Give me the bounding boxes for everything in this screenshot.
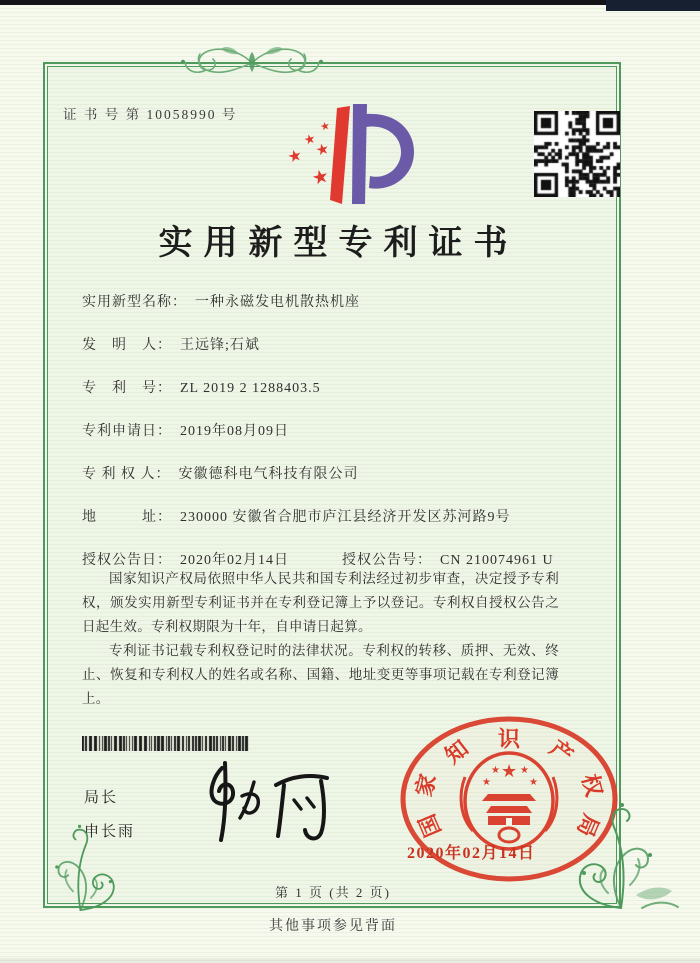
signer-name: 申长雨 xyxy=(84,823,136,840)
seal-char: 国 xyxy=(414,810,446,841)
border-flourish-top-icon xyxy=(177,40,327,82)
barcode-icon xyxy=(82,736,250,751)
page-number: 第 1 页 (共 2 页) xyxy=(275,885,391,900)
field-label: 专 利 号： xyxy=(82,381,172,396)
field-label: 授权公告号： xyxy=(342,553,432,568)
seal-char: 权 xyxy=(577,771,608,800)
field-value: 230000 安徽省合肥市庐江县经济开发区苏河路9号 xyxy=(180,510,511,525)
field-row-patent-number xyxy=(82,380,612,398)
seal-char: 家 xyxy=(410,771,441,800)
field-row-name xyxy=(82,294,612,312)
handwritten-signature-icon xyxy=(192,758,344,850)
seal-char: 识 xyxy=(497,726,521,752)
svg-text:★: ★ xyxy=(302,130,318,148)
qr-code-icon xyxy=(534,111,620,197)
field-label: 地 址： xyxy=(82,510,172,525)
field-label: 专利申请日： xyxy=(82,424,172,439)
field-row-patentee xyxy=(82,466,612,484)
cnipa-logo-icon xyxy=(280,100,416,208)
scan-edge-bottom xyxy=(0,958,700,963)
border-flourish-bottom-right-icon xyxy=(550,763,688,915)
logo-red-wedge xyxy=(330,106,350,204)
field-value: 2019年08月09日 xyxy=(180,424,289,439)
field-value: 2020年02月14日 xyxy=(180,553,289,568)
legal-paragraph-2: 专利证书记载专利权登记时的法律状况。专利权的转移、质押、无效、终止、恢复和专利权人的姓名或名称、国籍、地址变更等事项记载在专利登记簿上。 xyxy=(82,643,559,706)
seal-char: 产 xyxy=(545,735,578,769)
svg-text:★: ★ xyxy=(529,777,538,788)
field-row-inventor xyxy=(82,337,612,355)
seal-char: 知 xyxy=(440,735,473,769)
seal-char: 局 xyxy=(572,810,604,841)
seal-date: 2020年02月14日 xyxy=(407,845,536,862)
field-label: 实用新型名称： xyxy=(82,295,187,310)
field-value: ZL 2019 2 1288403.5 xyxy=(180,381,321,396)
svg-text:★: ★ xyxy=(520,765,529,776)
svg-text:★: ★ xyxy=(491,765,500,776)
field-row-filing-date xyxy=(82,423,612,441)
field-value: CN 210074961 U xyxy=(440,553,554,568)
scan-edge-top-right xyxy=(606,0,700,11)
border-flourish-bottom-left-icon xyxy=(26,792,138,916)
certificate-number: 证 书 号 第 10058990 号 xyxy=(63,107,238,122)
back-side-note: 其他事项参见背面 xyxy=(269,919,397,934)
document-title: 实用新型专利证书 xyxy=(158,225,519,262)
svg-text:★: ★ xyxy=(482,777,491,788)
scan-edge-top xyxy=(0,0,700,5)
field-value: 王远锋;石斌 xyxy=(180,338,260,353)
logo-p-bowl xyxy=(366,114,414,189)
logo-stars xyxy=(286,120,332,190)
legal-paragraph-1: 国家知识产权局依照中华人民共和国专利法经过初步审查，决定授予专利权，颁发实用新型专利证书并在专利登记簿上予以登记。专利权自授权公告之日起生效。专利权期限为十年，自申请日起算。 xyxy=(82,571,559,634)
svg-text:★: ★ xyxy=(314,140,332,160)
field-value: 安徽德科电气科技有限公司 xyxy=(178,467,359,482)
svg-text:★: ★ xyxy=(285,146,304,167)
svg-text:★: ★ xyxy=(501,761,518,781)
logo-purple-bar xyxy=(352,104,367,204)
svg-text:★: ★ xyxy=(318,119,332,134)
field-value: 一种永磁发电机散热机座 xyxy=(195,295,360,310)
field-label: 授权公告日： xyxy=(82,553,172,568)
field-label: 发 明 人： xyxy=(82,338,172,353)
legal-text-block xyxy=(82,567,559,711)
svg-text:★: ★ xyxy=(309,165,332,191)
signer-title: 局长 xyxy=(84,789,119,806)
field-row-address xyxy=(82,509,612,527)
field-label: 专 利 权 人： xyxy=(82,467,171,482)
